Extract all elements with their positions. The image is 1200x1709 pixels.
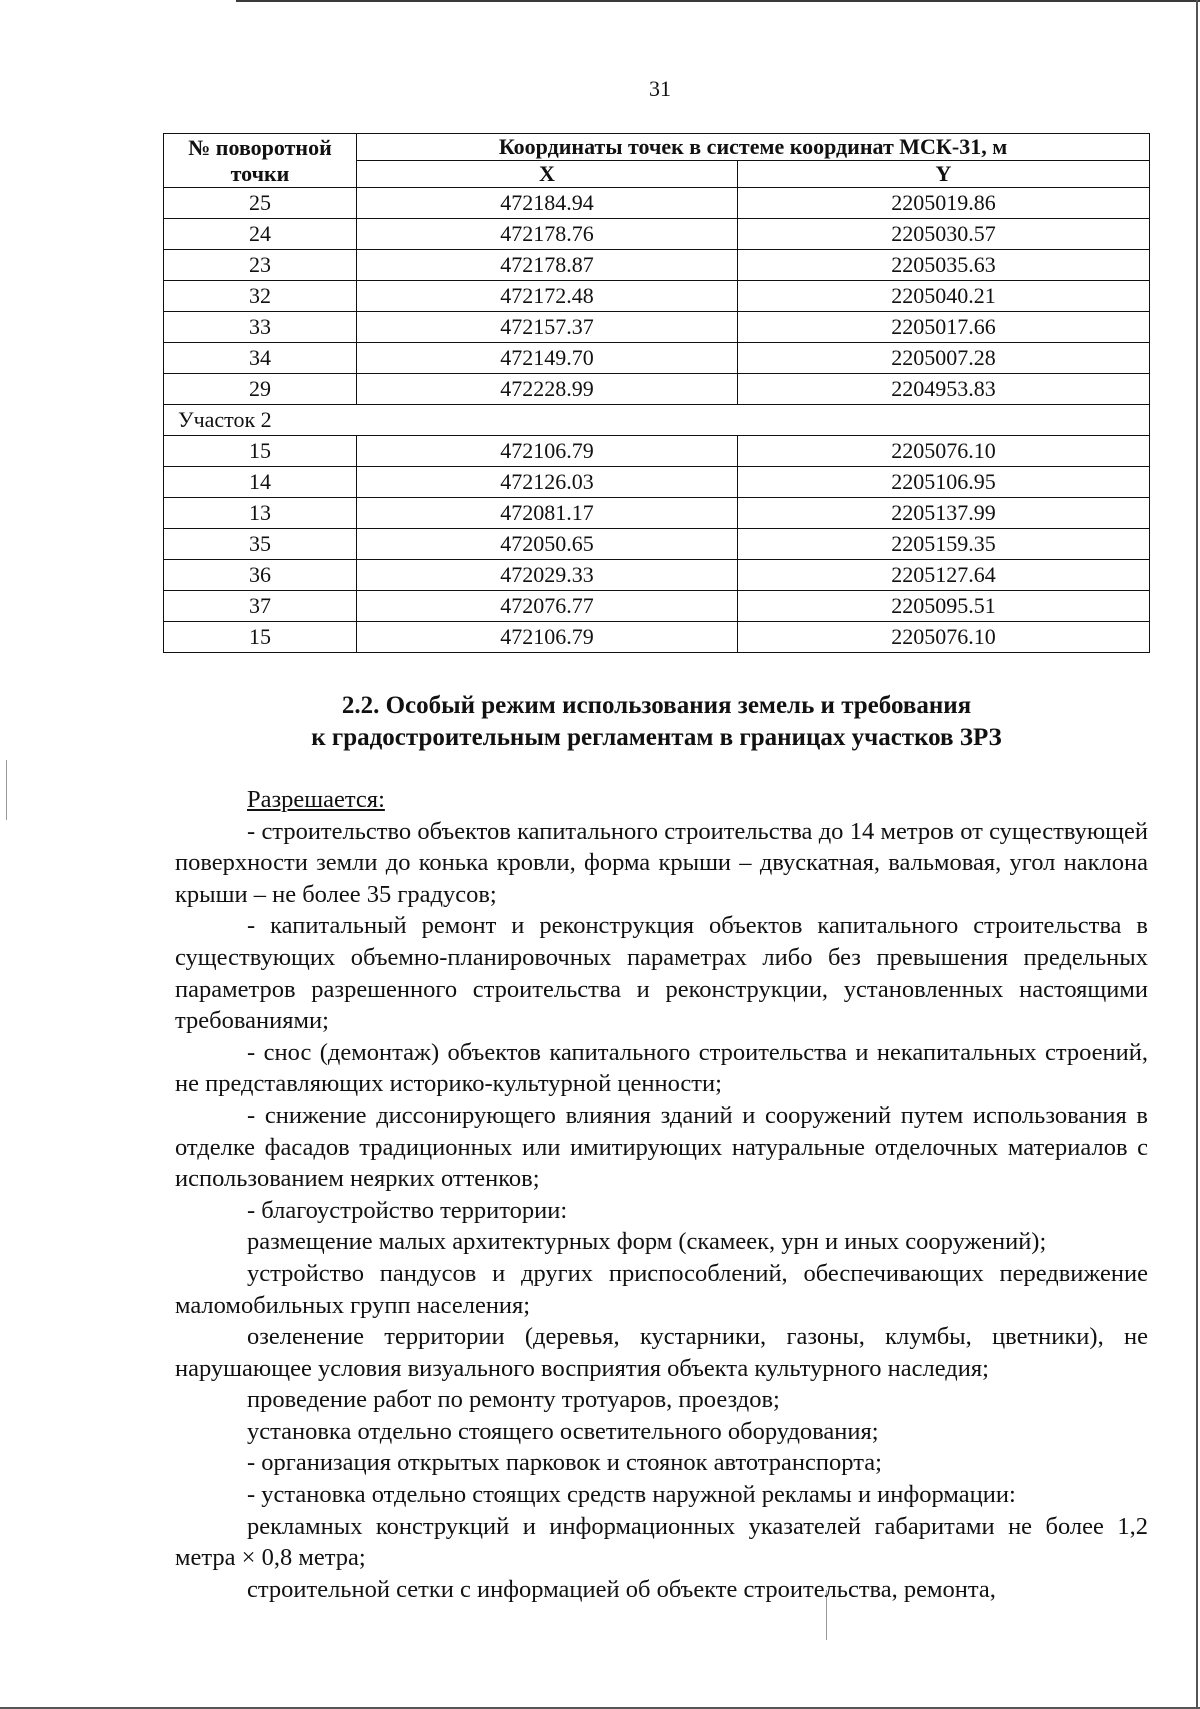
point-cell: 34 [164, 343, 357, 374]
header-point-number: № поворотной точки [164, 134, 357, 188]
paragraph: рекламных конструкций и информационных указателей габаритами не более 1,2 метра × 0,8 метра; [175, 1512, 1148, 1572]
allowed-label-line [175, 784, 1148, 816]
table-row [164, 188, 1150, 219]
table-row [164, 281, 1150, 312]
x-cell: 472228.99 [357, 374, 738, 405]
table-row [164, 312, 1150, 343]
point-cell: 36 [164, 560, 357, 591]
table-row [164, 436, 1150, 467]
paragraph: устройство пандусов и других приспособлений, обеспечивающих передвижение маломобильных групп населения; [175, 1259, 1148, 1319]
table-row [164, 498, 1150, 529]
scan-edge-top [236, 0, 1200, 2]
paragraph: установка отдельно стоящего осветительного оборудования; [247, 1417, 879, 1445]
paragraph: - снижение диссонирующего влияния зданий и сооружений путем использования в отделке фасадов традиционных или имитирующих натуральные отделочных материалов с использованием неярких оттенков; [175, 1101, 1148, 1193]
y-cell: 2205137.99 [738, 498, 1150, 529]
point-cell: 13 [164, 498, 357, 529]
body-text [175, 784, 1148, 1605]
paragraph: - установка отдельно стоящих средств наружной рекламы и информации: [247, 1481, 1016, 1509]
table-header-row [164, 134, 1150, 161]
point-cell: 32 [164, 281, 357, 312]
header-x: X [357, 161, 738, 188]
point-cell: 29 [164, 374, 357, 405]
y-cell: 2205127.64 [738, 560, 1150, 591]
heading-line: к градостроительным регламентам в границах участков ЗРЗ [311, 724, 1002, 751]
y-cell: 2205076.10 [738, 622, 1150, 653]
section-heading [163, 690, 1150, 754]
point-cell: 14 [164, 467, 357, 498]
table-section-row [164, 405, 1150, 436]
point-cell: 25 [164, 188, 357, 219]
header-y: Y [738, 161, 1150, 188]
y-cell: 2205095.51 [738, 591, 1150, 622]
paragraph: проведение работ по ремонту тротуаров, проездов; [247, 1386, 780, 1414]
point-cell: 15 [164, 436, 357, 467]
table-row [164, 467, 1150, 498]
table-row [164, 250, 1150, 281]
y-cell: 2205030.57 [738, 219, 1150, 250]
heading-line: 2.2. Особый режим использования земель и требования [341, 692, 972, 719]
table-row [164, 591, 1150, 622]
x-cell: 472178.87 [357, 250, 738, 281]
table-row [164, 374, 1150, 405]
point-cell: 37 [164, 591, 357, 622]
paragraph: - снос (демонтаж) объектов капитального строительства и некапитальных строений, не представляющих историко-культурной ценности; [175, 1038, 1148, 1098]
header-coordinates-title: Координаты точек в системе координат МСК-31, м [357, 134, 1150, 161]
paragraph: размещение малых архитектурных форм (скамеек, урн и иных сооружений); [247, 1228, 1047, 1256]
table-row [164, 529, 1150, 560]
x-cell: 472076.77 [357, 591, 738, 622]
point-cell: 35 [164, 529, 357, 560]
section-label: Участок 2 [164, 405, 1150, 436]
x-cell: 472157.37 [357, 312, 738, 343]
x-cell: 472172.48 [357, 281, 738, 312]
y-cell: 2205019.86 [738, 188, 1150, 219]
y-cell: 2205035.63 [738, 250, 1150, 281]
y-cell: 2205017.66 [738, 312, 1150, 343]
table-row [164, 219, 1150, 250]
x-cell: 472106.79 [357, 436, 738, 467]
y-cell: 2205076.10 [738, 436, 1150, 467]
table-row [164, 560, 1150, 591]
table-row [164, 622, 1150, 653]
paragraph: - организация открытых парковок и стоянок автотранспорта; [247, 1449, 882, 1477]
x-cell: 472178.76 [357, 219, 738, 250]
y-cell: 2205106.95 [738, 467, 1150, 498]
scan-edge-right [1196, 0, 1198, 1709]
point-cell: 24 [164, 219, 357, 250]
y-cell: 2205007.28 [738, 343, 1150, 374]
y-cell: 2205040.21 [738, 281, 1150, 312]
point-cell: 33 [164, 312, 357, 343]
coordinates-table [163, 133, 1150, 653]
paragraph: строительной сетки с информацией об объекте строительства, ремонта, [247, 1575, 996, 1603]
paragraph: - строительство объектов капитального строительства до 14 метров от существующей поверхности земли до конька кровли, форма крыши – двускатная, вальмовая, угол наклона крыши – не более 35 градусов; [175, 817, 1148, 908]
scan-mark [6, 760, 7, 820]
y-cell: 2205159.35 [738, 529, 1150, 560]
point-cell: 15 [164, 622, 357, 653]
point-cell: 23 [164, 250, 357, 281]
x-cell: 472184.94 [357, 188, 738, 219]
x-cell: 472081.17 [357, 498, 738, 529]
x-cell: 472126.03 [357, 467, 738, 498]
paragraph: - капитальный ремонт и реконструкция объектов капитального строительства в существующих объемно-планировочных параметрах либо без превышения предельных параметров разрешенного строительства и реконструкции, установленных настоящими требованиями; [175, 912, 1148, 1035]
paragraph: озеленение территории (деревья, кустарники, газоны, клумбы, цветники), не нарушающее условия визуального восприятия объекта культурного наследия; [175, 1323, 1148, 1382]
x-cell: 472029.33 [357, 560, 738, 591]
x-cell: 472149.70 [357, 343, 738, 374]
allowed-label: Разрешается: [247, 786, 385, 813]
table-row [164, 343, 1150, 374]
page-number: 31 [649, 76, 671, 101]
x-cell: 472106.79 [357, 622, 738, 653]
y-cell: 2204953.83 [738, 374, 1150, 405]
x-cell: 472050.65 [357, 529, 738, 560]
paragraph: - благоустройство территории: [247, 1196, 568, 1224]
